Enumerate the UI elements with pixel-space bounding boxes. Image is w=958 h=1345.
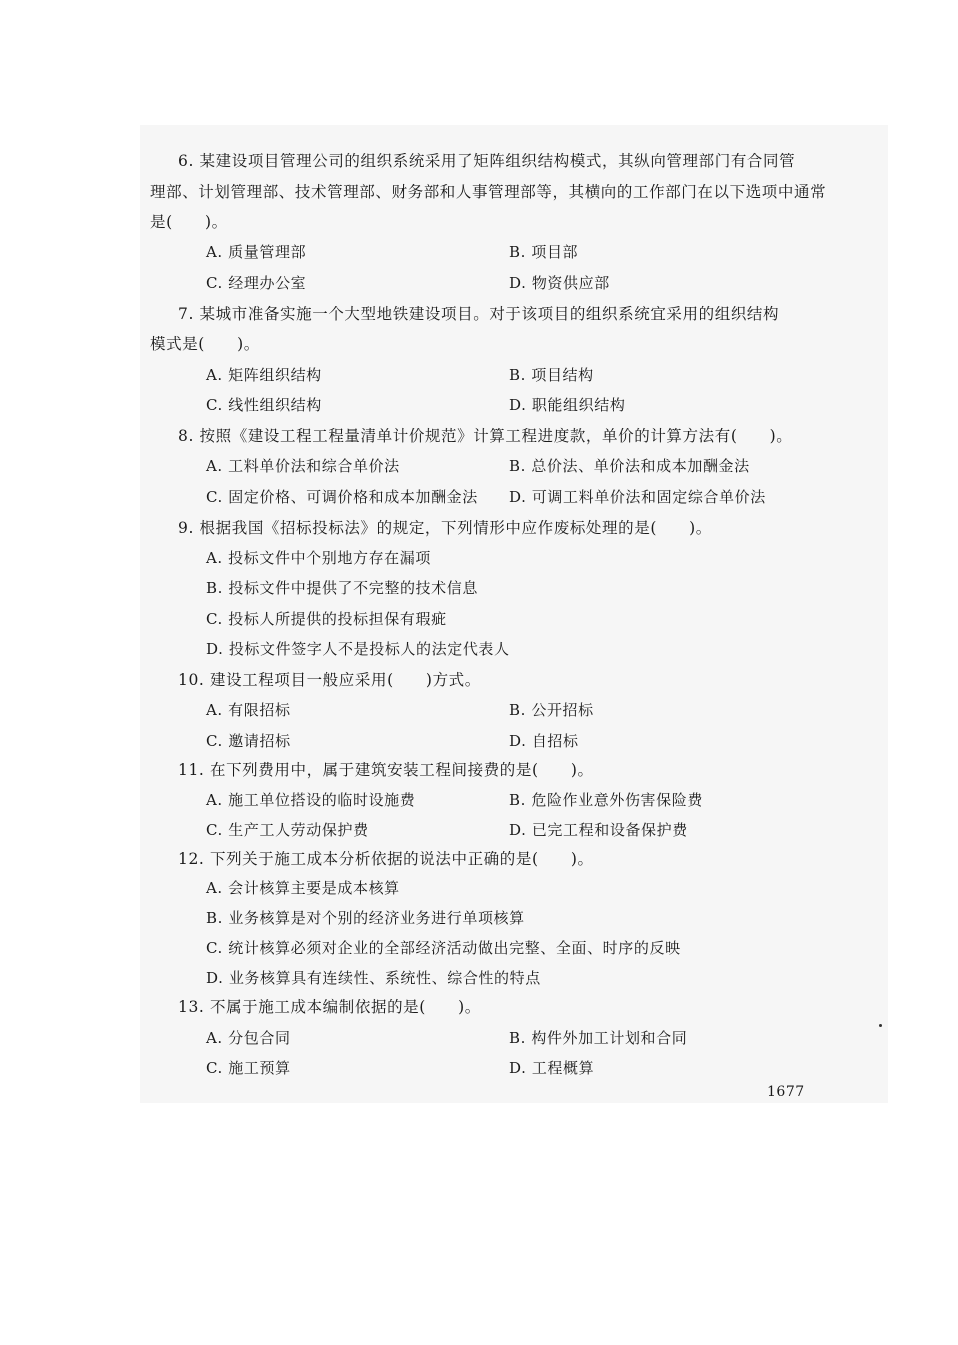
- question-9-option-b: B. 投标文件中提供了不完整的技术信息: [206, 579, 478, 597]
- question-8-stem: 8. 按照《建设工程工程量清单计价规范》计算工程进度款，单价的计算方法有( )。: [178, 427, 793, 445]
- question-11-option-d: D. 已完工程和设备保护费: [509, 821, 688, 839]
- question-9-option-d: D. 投标文件签字人不是投标人的法定代表人: [206, 640, 510, 658]
- question-10-option-a: A. 有限招标: [206, 701, 291, 719]
- question-13-option-b: B. 构件外加工计划和合同: [509, 1029, 688, 1047]
- question-12-option-d: D. 业务核算具有连续性、系统性、综合性的特点: [206, 969, 541, 987]
- question-13-option-a: A. 分包合同: [206, 1029, 291, 1047]
- question-10-option-d: D. 自招标: [509, 732, 579, 750]
- question-6-stem-line-3: 是( )。: [150, 213, 228, 231]
- question-10-stem: 10. 建设工程项目一般应采用( )方式。: [178, 671, 481, 689]
- question-12-option-a: A. 会计核算主要是成本核算: [206, 879, 400, 897]
- question-10-option-c: C. 邀请招标: [206, 732, 291, 750]
- question-8-option-c: C. 固定价格、可调价格和成本加酬金法: [206, 488, 478, 506]
- question-13-option-d: D. 工程概算: [509, 1059, 595, 1077]
- question-12-stem: 12. 下列关于施工成本分析依据的说法中正确的是( )。: [178, 850, 594, 868]
- question-7-option-c: C. 线性组织结构: [206, 396, 322, 414]
- page-number: 1677: [767, 1084, 805, 1100]
- question-13-option-c: C. 施工预算: [206, 1059, 291, 1077]
- question-8-option-a: A. 工料单价法和综合单价法: [206, 457, 400, 475]
- question-11-stem: 11. 在下列费用中，属于建筑安装工程间接费的是( )。: [178, 761, 594, 779]
- question-11-option-c: C. 生产工人劳动保护费: [206, 821, 369, 839]
- question-10-option-b: B. 公开招标: [509, 701, 594, 719]
- question-9-stem: 9. 根据我国《招标投标法》的规定，下列情形中应作废标处理的是( )。: [178, 519, 712, 537]
- scan-speck: [879, 1024, 882, 1027]
- question-7-stem-line-1: 7. 某城市准备实施一个大型地铁建设项目。对于该项目的组织系统宜采用的组织结构: [178, 305, 780, 323]
- question-12-option-b: B. 业务核算是对个别的经济业务进行单项核算: [206, 909, 525, 927]
- question-7-option-d: D. 职能组织结构: [509, 396, 626, 414]
- question-13-stem: 13. 不属于施工成本编制依据的是( )。: [178, 998, 481, 1016]
- question-6-option-c: C. 经理办公室: [206, 274, 307, 292]
- question-7-option-b: B. 项目结构: [509, 366, 594, 384]
- question-6-stem-line-2: 理部、计划管理部、技术管理部、财务部和人事管理部等，其横向的工作部门在以下选项中通常: [150, 183, 827, 201]
- question-6-option-a: A. 质量管理部: [206, 243, 307, 261]
- question-9-option-a: A. 投标文件中个别地方存在漏项: [206, 549, 431, 567]
- question-6-option-d: D. 物资供应部: [509, 274, 610, 292]
- question-12-option-c: C. 统计核算必须对企业的全部经济活动做出完整、全面、时序的反映: [206, 939, 681, 957]
- question-7-option-a: A. 矩阵组织结构: [206, 366, 322, 384]
- question-8-option-b: B. 总价法、单价法和成本加酬金法: [509, 457, 750, 475]
- question-6-stem-line-1: 6. 某建设项目管理公司的组织系统采用了矩阵组织结构模式，其纵向管理部门有合同管: [178, 152, 796, 170]
- question-11-option-b: B. 危险作业意外伤害保险费: [509, 791, 703, 809]
- question-11-option-a: A. 施工单位搭设的临时设施费: [206, 791, 416, 809]
- question-8-option-d: D. 可调工料单价法和固定综合单价法: [509, 488, 766, 506]
- question-7-stem-line-2: 模式是( )。: [150, 335, 260, 353]
- question-9-option-c: C. 投标人所提供的投标担保有瑕疵: [206, 610, 447, 628]
- question-6-option-b: B. 项目部: [509, 243, 579, 261]
